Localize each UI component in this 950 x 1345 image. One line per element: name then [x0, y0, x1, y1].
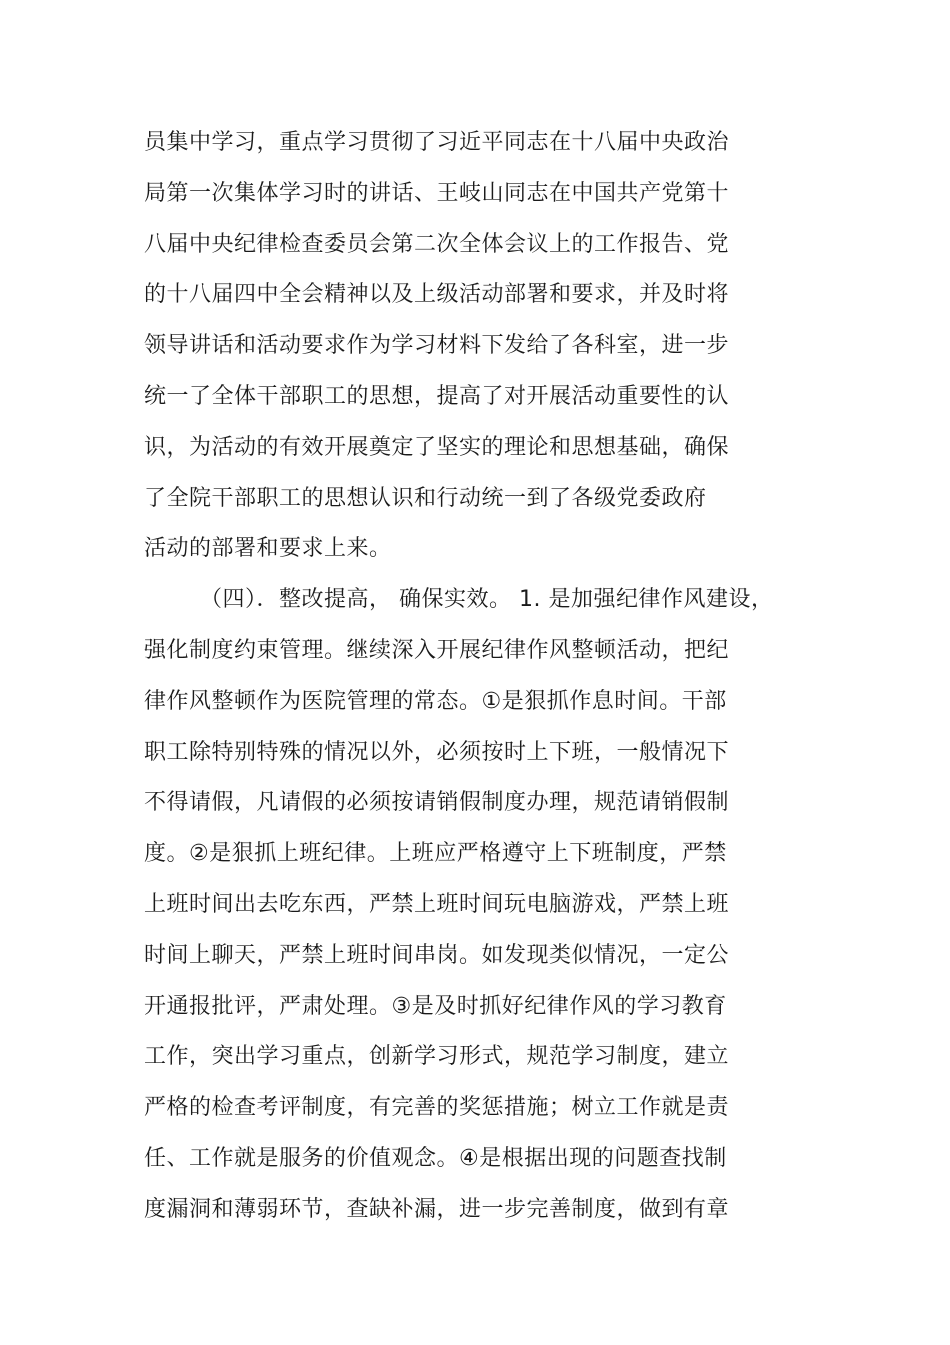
text-line: 时间上聊天，严禁上班时间串岗。如发现类似情况，一定公 — [144, 942, 730, 968]
text-line: 的十八届四中全会精神以及上级活动部署和要求，并及时将 — [144, 282, 730, 308]
text-line: 度漏洞和薄弱环节，查缺补漏，进一步完善制度，做到有章 — [144, 1196, 730, 1222]
text-line: 了全院干部职工的思想认识和行动统一到了各级党委政府 — [144, 485, 707, 511]
text-line: 职工除特别特殊的情况以外，必须按时上下班，一般情况下 — [144, 739, 730, 765]
text-line: 不得请假，凡请假的必须按请销假制度办理，规范请销假制 — [144, 790, 730, 816]
text-line: 活动的部署和要求上来。 — [144, 536, 392, 562]
text-line: 局第一次集体学习时的讲话、王岐山同志在中国共产党第十 — [144, 180, 730, 206]
text-line: 八届中央纪律检查委员会第二次全体会议上的工作报告、党 — [144, 231, 730, 257]
text-line: 识，为活动的有效开展奠定了坚实的理论和思想基础，确保 — [144, 434, 730, 460]
text-line: 开通报批评，严肃处理。③是及时抓好纪律作风的学习教育 — [144, 993, 727, 1019]
text-line: 工作，突出学习重点，创新学习形式，规范学习制度，建立 — [144, 1044, 730, 1070]
text-line: 领导讲话和活动要求作为学习材料下发给了各科室，进一步 — [144, 333, 730, 359]
text-line: 任、工作就是服务的价值观念。④是根据出现的问题查找制 — [144, 1145, 727, 1171]
section-heading-line: （四）．整改提高， 确保实效。 1. 是加强纪律作风建设， — [200, 587, 774, 613]
text-line: 上班时间出去吃东西，严禁上班时间玩电脑游戏，严禁上班 — [144, 891, 730, 917]
text-line: 律作风整顿作为医院管理的常态。①是狠抓作息时间。干部 — [144, 688, 727, 714]
text-line: 度。②是狠抓上班纪律。上班应严格遵守上下班制度，严禁 — [144, 841, 727, 867]
text-line: 统一了全体干部职工的思想，提高了对开展活动重要性的认 — [144, 383, 730, 409]
body-text — [144, 118, 804, 1236]
text-line: 员集中学习，重点学习贯彻了习近平同志在十八届中央政治 — [144, 130, 730, 155]
text-line: 强化制度约束管理。继续深入开展纪律作风整顿活动，把纪 — [144, 637, 730, 663]
text-line: 严格的检查考评制度，有完善的奖惩措施；树立工作就是责 — [144, 1095, 730, 1121]
